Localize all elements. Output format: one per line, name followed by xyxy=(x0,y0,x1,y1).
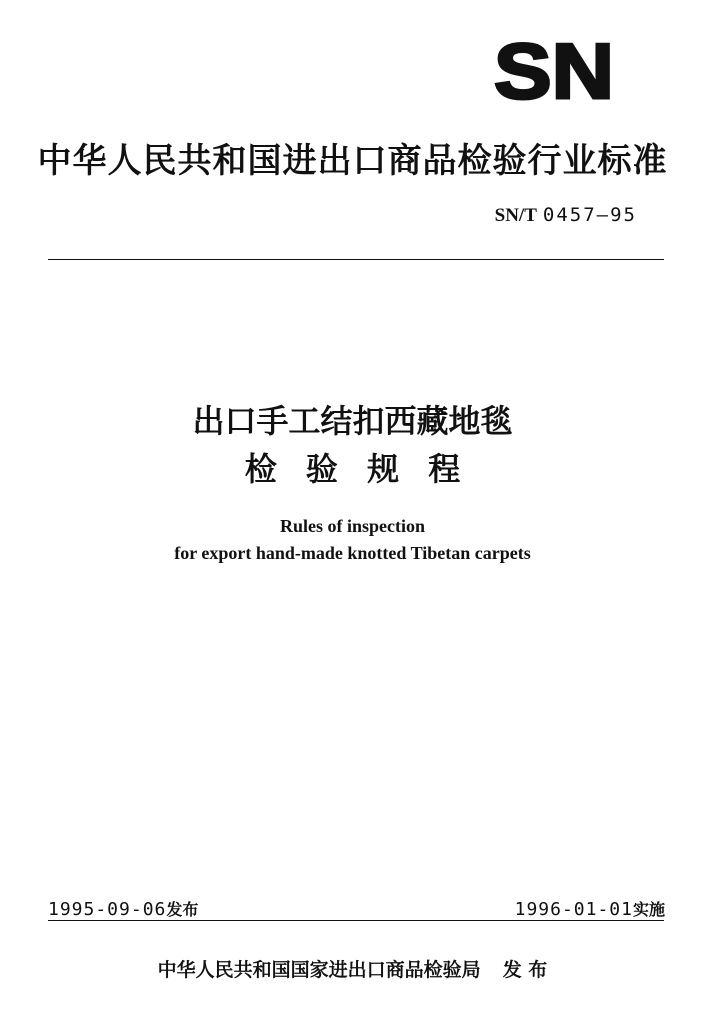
issue-date xyxy=(48,898,198,922)
issuer-action: 发 布 xyxy=(502,959,548,981)
sn-logo-text: SN xyxy=(494,38,614,104)
standard-code-number: 0457—95 xyxy=(542,204,637,226)
issue-date-value: 1995-09-06 xyxy=(48,899,167,920)
standard-code xyxy=(495,202,637,229)
english-title-line-2: for export hand-made knotted Tibetan carpets xyxy=(174,543,531,563)
issue-date-label: 发布 xyxy=(166,900,199,919)
effective-date xyxy=(515,898,665,922)
issuer-name: 中华人民共和国国家进出口商品检验局 xyxy=(157,959,481,981)
standard-code-prefix: SN/T xyxy=(494,205,537,226)
english-title-line-1: Rules of inspection xyxy=(279,516,425,536)
footer-divider xyxy=(48,920,664,921)
chinese-title-line-1: 出口手工结扣西藏地毯 xyxy=(192,402,513,440)
effective-date-value: 1996-01-01 xyxy=(514,899,633,920)
sn-logo xyxy=(492,38,616,104)
issuing-authority-heading: 中华人民共和国进出口商品检验行业标准 xyxy=(37,141,668,181)
header-divider xyxy=(48,259,664,260)
issuer-line xyxy=(0,956,705,984)
chinese-title-line-2: 检 验 规 程 xyxy=(244,450,461,488)
effective-date-label: 实施 xyxy=(632,900,665,919)
